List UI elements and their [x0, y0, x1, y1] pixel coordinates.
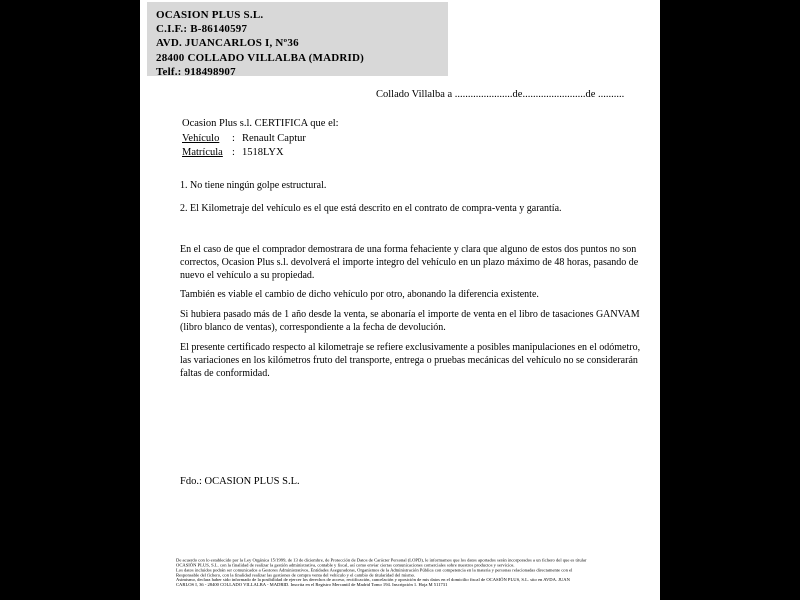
legal-footer — [176, 558, 635, 587]
letterhead-address: AVD. JUANCARLOS I, Nº36 — [156, 37, 299, 50]
legal-footer-line: OCASIÓN PLUS, S.L. con la finalidad de realizar la gestión administrativa, contable y fiscal, así como enviar ciertas comunicaciones comerciales sobre nuestros productos y servicios. — [176, 562, 515, 568]
legal-footer-line: De acuerdo con lo establecido por la Ley Orgánica 15/1999, de 13 de diciembre, de Protección de Datos de Carácter Personal (LOPD), le informamos que los datos aportados serán incorporados a un fichero del que es titular — [176, 557, 587, 563]
paragraph-mileage-disclaimer: El presente certificado respecto al kilometraje se refiere exclusivamente a posibles manipulaciones en el odómetro, las variaciones en los kilómetros fruto del transporte, entrega o pruebas mecánicas del vehículo no se considerarán faltas de conformidad. — [180, 342, 641, 379]
certified-point-1: 1. No tiene ningún golpe estructural. — [180, 180, 327, 191]
signature-line: Fdo.: OCASION PLUS S.L. — [180, 476, 300, 487]
paragraph-ganvam-valuation: Si hubiera pasado más de 1 año desde la venta, se abonaría el importe de venta en el libro de tasaciones GANVAM (libro blanco de ventas), correspondiente a la fecha de devolución. — [180, 309, 640, 333]
certification-block — [182, 117, 339, 161]
plate-value: 1518LYX — [242, 147, 284, 158]
legal-footer-line: CARLOS I, 36 - 28400 COLLADO VILLALBA - MADRID. Inscrita en el Registro Mercantil de Madrid Tomo 194. Inscripción 1. Hoja M 511731 — [176, 581, 448, 588]
vehicle-row — [182, 132, 339, 147]
date-line: Collado Villalba a ......................de........................de .......... — [376, 89, 625, 100]
paragraph-exchange-option: También es viable el cambio de dicho vehículo por otro, abonando la diferencia existente. — [180, 289, 539, 300]
letterhead-cif: C.I.F.: B-86140597 — [156, 23, 248, 36]
letterhead-company: OCASION PLUS S.L. — [156, 9, 264, 21]
legal-footer-line: Los datos incluidos podrán ser comunicados a Gestores Administrativos, Entidades Aseguradoras, Organismos de la Administración Pública con competencia en la materia y personas relacionadas directamente con el — [176, 567, 573, 573]
legal-footer-line: Responsable del fichero, con la finalidad realizar las gestiones de compra venta del vehículo y el cambio de titularidad del mismo. — [176, 572, 416, 578]
plate-separator: : — [232, 147, 235, 158]
plate-row — [182, 146, 339, 161]
certified-point-2: 2. El Kilometraje del vehículo es el que está descrito en el contrato de compra-venta y garantía. — [180, 203, 562, 214]
letterhead-city: 28400 COLLADO VILLALBA (MADRID) — [156, 51, 364, 64]
vehicle-label: Vehículo — [182, 132, 220, 144]
document-page — [140, 0, 660, 600]
certification-intro: Ocasion Plus s.l. CERTIFICA que el: — [182, 118, 339, 129]
paragraph-refund-policy: En el caso de que el comprador demostrara de una forma fehaciente y clara que alguno de estos dos puntos no son correctos, Ocasion Plus s.l. devolverá el importe integro del vehículo en un plazo máximo de 48 horas, pasando de nuevo el vehículo a su propiedad. — [180, 244, 639, 281]
plate-label: Matrícula — [182, 147, 223, 158]
legal-footer-line: Asimismo, declara haber sido informado de la posibilidad de ejercer los derechos de acceso, rectificación, cancelación y oposición de mis datos en el domicilio fiscal de OCASIÓN PLUS, S.L. sito en AVDA. JUAN — [176, 577, 570, 583]
vehicle-value: Renault Captur — [242, 132, 306, 144]
letterhead-phone: Telf.: 918498907 — [156, 65, 236, 78]
vehicle-separator: : — [232, 132, 235, 144]
letterhead-block — [147, 2, 448, 76]
